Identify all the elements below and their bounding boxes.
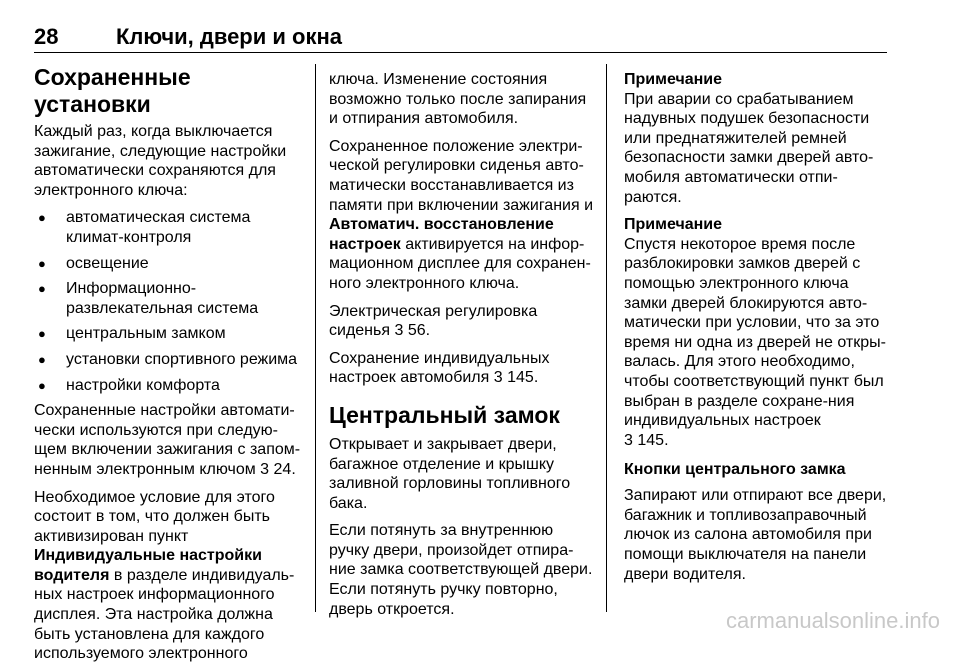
- paragraph-text: активируется на инфор-мационном дисплее для сохранен-ного электронного ключа.: [329, 235, 591, 292]
- column-divider: [606, 64, 607, 612]
- note-title: Примечание: [624, 71, 723, 88]
- note-text: Спустя некоторое время после разблокировки замков дверей с помощью электронного ключа замки дверей блокируются авто-матически при условии, что за это время ни одна из дверей не откры-валась. Для этого необходимо, чтобы соответствующий пункт был выбран в разделе сохране-ния индивидуальных настроек: [624, 235, 886, 430]
- paragraph-text: в разделе индивидуаль-ных настроек информационного дисплея. Эта настройка должна быть установлена для каждого используемого электронного: [34, 566, 295, 663]
- list-item: ● Информационно-развлекательная система: [34, 279, 310, 318]
- page-ref-link[interactable]: 24: [273, 460, 292, 478]
- column-divider: [315, 64, 316, 612]
- list-item: ● установки спортивного режима: [34, 350, 310, 370]
- list-item: ● центральным замком: [34, 324, 310, 344]
- paragraph-text: Сохраненное положение электри-ческой регулировки сиденья авто-матически восстанавливается из памяти при включении зажигания и: [329, 137, 594, 214]
- setting-name: Индивидуальные настройки водителя: [34, 547, 262, 584]
- paragraph-text: Сохраненные настройки автомати-чески используются при следую-щем включении зажигания с запом-ненным электронным ключом: [34, 402, 301, 478]
- page-ref-link[interactable]: 56: [407, 322, 426, 340]
- section-heading: Кнопки центрального замка: [624, 461, 846, 479]
- paragraph: Открывает и закрывает двери, багажное отделение и крышку заливной горловины топливного бака.: [329, 435, 571, 512]
- note-block: [624, 70, 888, 207]
- list-item: ● освещение: [34, 254, 310, 274]
- paragraph-text: Сохранение индивидуальных настроек автомобиля: [329, 349, 550, 387]
- ref-arrow-icon: 3: [493, 369, 503, 387]
- list-item: ● автоматическая система климат-контроля: [34, 208, 310, 247]
- ref-arrow-icon: 3: [624, 431, 633, 449]
- note-title: Примечание: [624, 216, 723, 234]
- section-heading: Сохраненные установки: [34, 64, 191, 117]
- column-right: [624, 70, 888, 592]
- ref-arrow-icon: 3: [394, 322, 404, 340]
- page-header: [34, 22, 887, 53]
- page-ref-link[interactable]: 145: [507, 369, 534, 387]
- column-left: [34, 64, 310, 672]
- paragraph: [34, 488, 310, 664]
- chapter-title: Ключи, двери и окна: [116, 24, 342, 49]
- paragraph: ключа. Изменение состояния возможно только после запирания и отпирания автомобиля.: [329, 71, 587, 128]
- paragraph: Электрическая регулировка сиденья 3 56.: [329, 302, 538, 340]
- ref-arrow-icon: 3: [260, 460, 270, 478]
- paragraph: Сохранение индивидуальных настроек автомобиля 3 145.: [329, 349, 550, 387]
- column-middle: [329, 70, 593, 627]
- watermark: carmanualsonline.info: [725, 608, 940, 633]
- page-number: 28: [34, 24, 59, 49]
- list-item: ● настройки комфорта: [34, 376, 310, 396]
- bullet-list: [34, 208, 310, 395]
- paragraph: Сохраненные настройки автомати-чески используются при следую-щем включении зажигания с запом-ненным электронным ключом 3 24.: [34, 402, 301, 478]
- paragraph: Запирают или отпирают все двери, багажник и топливозаправочный лючок из салона автомобиля при помощи выключателя на панели двери водителя.: [624, 487, 887, 583]
- setting-name: Автоматич. восстановление настроек: [329, 216, 554, 253]
- paragraph-text: Электрическая регулировка сиденья: [329, 302, 538, 340]
- section-heading: Центральный замок: [329, 401, 560, 428]
- paragraph: Если потянуть за внутреннюю ручку двери, произойдет отпира-ние замка соответствующей двери. Если потянуть ручку повторно, дверь откроется.: [329, 522, 593, 618]
- paragraph-text: Необходимое условие для этого состоит в том, что должен быть активизирован пункт: [34, 488, 275, 545]
- note-text: При аварии со срабатыванием надувных подушек безопасности или преднатяжителей ремней безопасности замки дверей авто-мобиля автоматически отпи-раются.: [624, 90, 874, 206]
- paragraph: [329, 137, 593, 294]
- page-ref-link[interactable]: 145: [637, 431, 665, 449]
- note-block: Примечание Спустя некоторое время после разблокировки замков дверей с помощью электронного ключа замки дверей блокируются авто-матически при условии, что за это время ни одна из дверей не откры-валась. Для этого необходимо, чтобы соответствующий пункт был выбран в разделе сохране-ния индивидуальных настроек 3 145.: [624, 215, 888, 450]
- paragraph: Каждый раз, когда выключается зажигание, следующие настройки автоматически сохраняются для электронного ключа:: [34, 123, 287, 199]
